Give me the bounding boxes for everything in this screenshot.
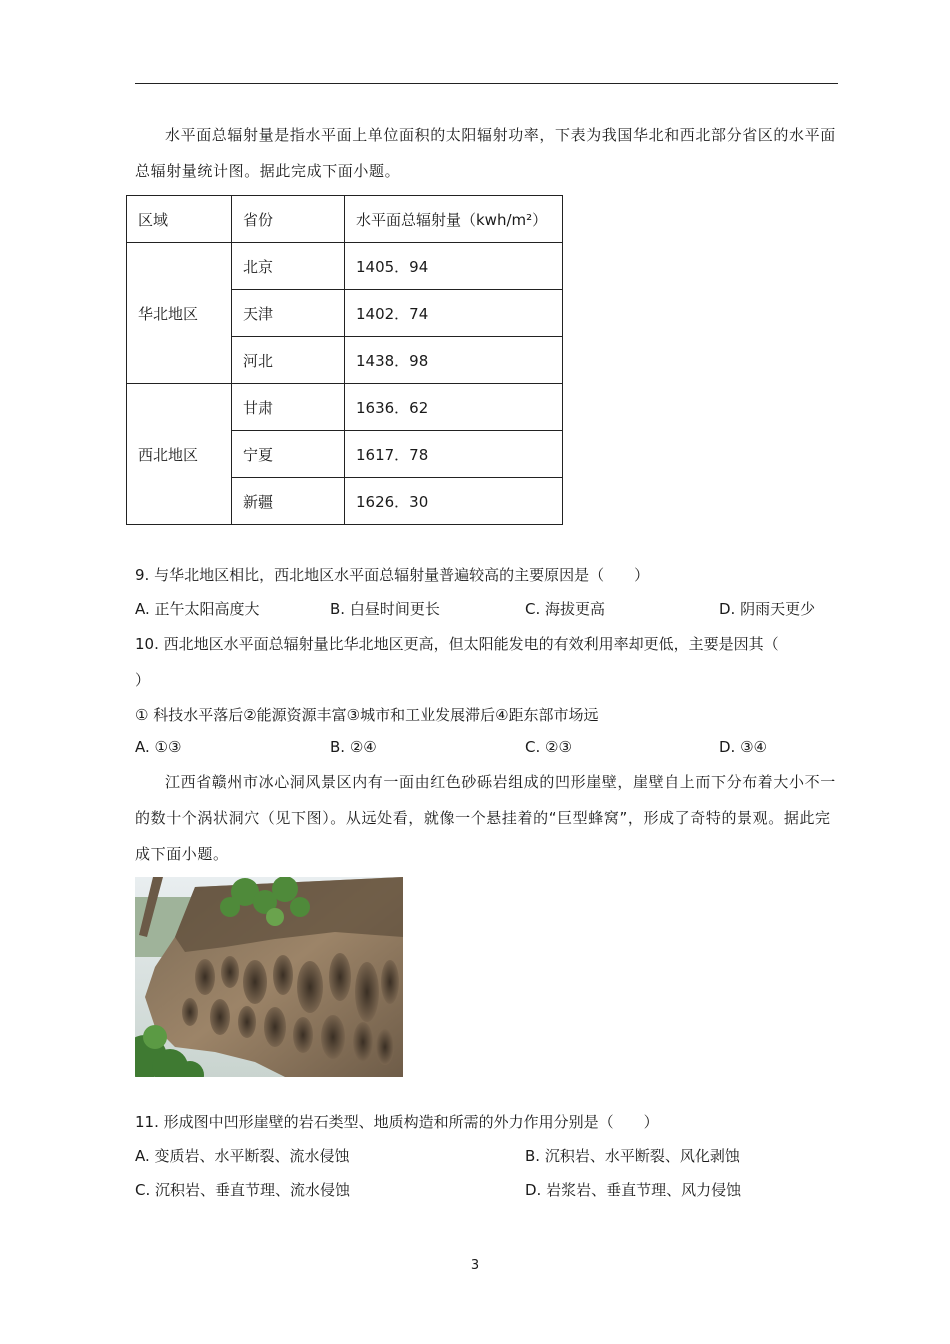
q11-option-c[interactable]: C. 沉积岩、垂直节理、流水侵蚀 xyxy=(135,1181,351,1199)
province-cell: 宁夏 xyxy=(232,431,345,478)
passage-radiation: 水平面总辐射量是指水平面上单位面积的太阳辐射功率，下表为我国华北和西北部分省区的水平面总辐射量统计图。据此完成下面小题。 xyxy=(135,126,836,180)
header-radiation: 水平面总辐射量（kwh/m²） xyxy=(345,196,563,243)
value-cell: 1405．94 xyxy=(345,243,563,290)
q10-option-c[interactable]: C. ②③ xyxy=(525,738,572,756)
q10-option-b[interactable]: B. ②④ xyxy=(330,738,377,756)
header-region: 区域 xyxy=(127,196,232,243)
value-cell: 1636．62 xyxy=(345,384,563,431)
q11-option-a[interactable]: A. 变质岩、水平断裂、流水侵蚀 xyxy=(135,1147,350,1165)
q10-option-d[interactable]: D. ③④ xyxy=(719,738,767,756)
province-cell: 北京 xyxy=(232,243,345,290)
province-cell: 河北 xyxy=(232,337,345,384)
province-cell: 天津 xyxy=(232,290,345,337)
region-northwest: 西北地区 xyxy=(127,384,232,525)
q9-option-a[interactable]: A. 正午太阳高度大 xyxy=(135,600,260,618)
q11-option-d[interactable]: D. 岩浆岩、垂直节理、风力侵蚀 xyxy=(525,1181,742,1199)
q10-stem-line1: 10. 西北地区水平面总辐射量比华北地区更高，但太阳能发电的有效利用率却更低，主要是因其（ xyxy=(135,635,779,653)
radiation-table xyxy=(126,195,563,525)
value-cell: 1617．78 xyxy=(345,431,563,478)
q10-stem-line2: ） xyxy=(135,671,151,689)
q11-stem: 11. 形成图中凹形崖壁的岩石类型、地质构造和所需的外力作用分别是（ ） xyxy=(135,1113,659,1131)
province-cell: 新疆 xyxy=(232,478,345,525)
q10-option-a[interactable]: A. ①③ xyxy=(135,738,182,756)
q11-option-b[interactable]: B. 沉积岩、水平断裂、风化剥蚀 xyxy=(525,1147,740,1165)
header-province: 省份 xyxy=(232,196,345,243)
header-rule xyxy=(135,83,838,84)
cliff-photo xyxy=(135,877,403,1077)
q10-statements: ① 科技水平落后②能源资源丰富③城市和工业发展滞后④距东部市场远 xyxy=(135,706,599,724)
page-number: 3 xyxy=(470,1258,480,1273)
value-cell: 1438．98 xyxy=(345,337,563,384)
q9-option-b[interactable]: B. 白昼时间更长 xyxy=(330,600,440,618)
q9-option-c[interactable]: C. 海拔更高 xyxy=(525,600,606,618)
province-cell: 甘肃 xyxy=(232,384,345,431)
table-row xyxy=(127,243,563,290)
region-north-china: 华北地区 xyxy=(127,243,232,384)
q9-stem: 9. 与华北地区相比，西北地区水平面总辐射量普遍较高的主要原因是（ ） xyxy=(135,566,650,584)
value-cell: 1626．30 xyxy=(345,478,563,525)
q9-option-d[interactable]: D. 阴雨天更少 xyxy=(719,600,816,618)
table-row xyxy=(127,384,563,431)
table-header-row xyxy=(127,196,563,243)
value-cell: 1402．74 xyxy=(345,290,563,337)
passage-cliff: 江西省赣州市冰心洞风景区内有一面由红色砂砾岩组成的凹形崖壁，崖壁自上而下分布着大小不一的数十个涡状洞穴（见下图）。从远处看，就像一个悬挂着的“巨型蜂窝”，形成了奇特的景观。据此完成下面小题。 xyxy=(135,773,836,863)
